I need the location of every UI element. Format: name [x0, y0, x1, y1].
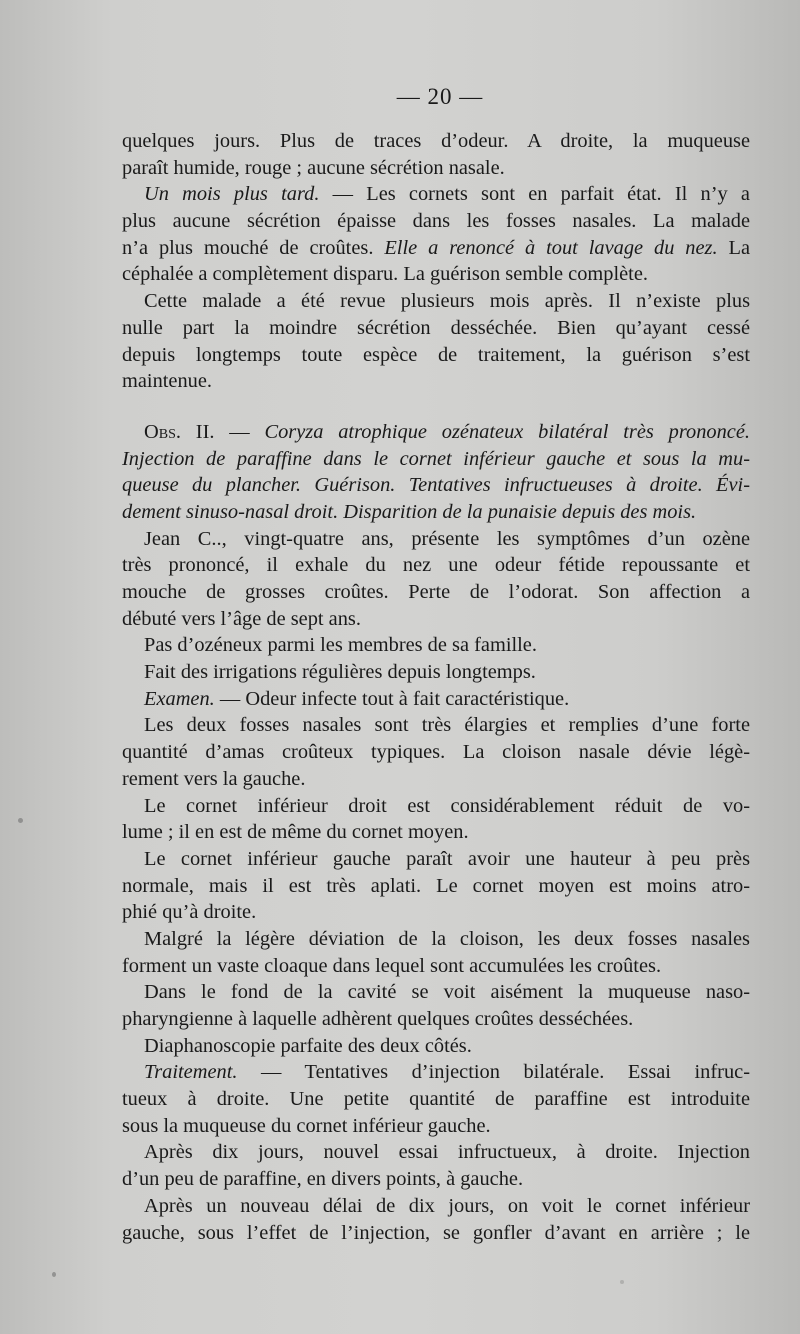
- text-run: La: [717, 236, 750, 259]
- text-line: [122, 1086, 750, 1113]
- italic-run: Examen.: [144, 687, 215, 710]
- text-run: Malgré la légère déviation de la cloison, les deux fosses nasales: [144, 927, 750, 950]
- text-line: [122, 288, 750, 315]
- text-run: Fait des irrigations régulières depuis longtemps.: [144, 661, 536, 684]
- italic-run: Traitement.: [144, 1061, 238, 1084]
- text-run: normale, mais il est très aplati. Le cornet moyen est moins atro-: [122, 874, 750, 897]
- text-run: — Tentatives d’injection bilatérale. Essai infruc-: [237, 1061, 750, 1084]
- text-run: — Les cornets sont en parfait état. Il n’y a: [319, 183, 750, 206]
- text-run: maintenue.: [122, 370, 213, 393]
- observation-label: Obs. II.: [144, 420, 215, 443]
- text-run: Le cornet inférieur gauche paraît avoir une hauteur à peu près: [144, 847, 750, 870]
- text-line: [122, 712, 750, 739]
- ink-spot: [52, 1272, 56, 1277]
- text-line: [122, 552, 750, 579]
- text-line: [122, 1193, 750, 1220]
- text-run: Les deux fosses nasales sont très élargies et remplies d’une forte: [144, 714, 750, 737]
- text-run: — Odeur infecte tout à fait caractéristique.: [214, 687, 570, 710]
- text-run: Après un nouveau délai de dix jours, on voit le cornet inférieur: [144, 1194, 750, 1217]
- text-run: Diaphanoscopie parfaite des deux côtés.: [144, 1034, 472, 1057]
- text-line: [122, 819, 750, 846]
- text-line: [122, 526, 750, 553]
- text-line: [122, 235, 750, 262]
- text-run: n’a plus mouché de croûtes.: [122, 236, 385, 259]
- text-line: [122, 1059, 750, 1086]
- text-run: Dans le fond de la cavité se voit aisément la muqueuse naso-: [144, 981, 750, 1004]
- text-line: [122, 342, 750, 369]
- italic-run: Injection de paraffine dans le cornet inférieur gauche et sous la mu-: [122, 447, 750, 470]
- text-run: rement vers la gauche.: [122, 767, 306, 790]
- paragraph-gap: [122, 395, 750, 419]
- text-line: [122, 315, 750, 342]
- text-line: [122, 979, 750, 1006]
- text-run: Jean C.., vingt-quatre ans, présente les symptômes d’un ozène: [144, 527, 750, 550]
- text-line: [122, 419, 750, 446]
- text-line: [122, 686, 750, 713]
- text-line: [122, 1006, 750, 1033]
- text-run: —: [214, 420, 265, 443]
- text-line: [122, 1220, 750, 1247]
- text-line: [122, 181, 750, 208]
- text-line: [122, 1166, 750, 1193]
- text-line: [122, 208, 750, 235]
- text-run: mouche de grosses croûtes. Perte de l’odorat. Son affection a: [122, 581, 750, 603]
- text-run: Pas d’ozéneux parmi les membres de sa famille.: [144, 634, 537, 657]
- text-run: sous la muqueuse du cornet inférieur gauche.: [122, 1114, 491, 1137]
- text-line: [122, 472, 750, 499]
- text-line: [122, 155, 750, 182]
- body-text: [122, 128, 750, 1246]
- text-line: [122, 1113, 750, 1140]
- ink-spot: [18, 818, 23, 823]
- text-line: [122, 446, 750, 473]
- text-run: nulle part la moindre sécrétion desséchée. Bien qu’ayant cessé: [122, 316, 750, 339]
- text-line: [122, 899, 750, 926]
- text-run: tueux à droite. Une petite quantité de paraffine est introduite: [122, 1088, 750, 1111]
- text-run: depuis longtemps toute espèce de traitement, la guérison s’est: [122, 343, 750, 366]
- text-run: plus aucune sécrétion épaisse dans les fosses nasales. La malade: [122, 210, 750, 233]
- text-line: [122, 766, 750, 793]
- text-run: lume ; il en est de même du cornet moyen.: [122, 821, 469, 844]
- text-line: [122, 632, 750, 659]
- text-line: [122, 846, 750, 873]
- text-run: Cette malade a été revue plusieurs mois après. Il n’existe plus: [144, 290, 750, 313]
- text-run: quelques jours. Plus de traces d’odeur. A droite, la muqueuse: [122, 130, 750, 152]
- text-line: [122, 368, 750, 395]
- text-line: [122, 739, 750, 766]
- text-line: [122, 499, 750, 526]
- text-run: très prononcé, il exhale du nez une odeur fétide repoussante et: [122, 554, 750, 577]
- text-line: [122, 261, 750, 288]
- text-run: pharyngienne à laquelle adhèrent quelques croûtes desséchées.: [122, 1008, 634, 1030]
- text-line: [122, 606, 750, 633]
- text-line: [122, 926, 750, 953]
- text-line: [122, 659, 750, 686]
- text-run: débuté vers l’âge de sept ans.: [122, 607, 361, 630]
- text-line: [122, 1139, 750, 1166]
- italic-run: Coryza atrophique ozénateux bilatéral très prononcé.: [264, 420, 750, 443]
- text-run: d’un peu de paraffine, en divers points, à gauche.: [122, 1168, 524, 1191]
- page-number: — 20 —: [396, 84, 484, 109]
- italic-run: queuse du plancher. Guérison. Tentatives infructueuses à droite. Évi-: [122, 474, 750, 497]
- text-run: céphalée a complètement disparu. La guérison semble complète.: [122, 263, 648, 286]
- italic-run: dement sinuso-nasal droit. Disparition de la punaisie depuis des mois.: [122, 500, 697, 523]
- text-run: Le cornet inférieur droit est considérablement réduit de vo-: [144, 794, 750, 817]
- ink-spot: [620, 1280, 624, 1284]
- text-run: paraît humide, rouge ; aucune sécrétion nasale.: [122, 156, 505, 179]
- text-line: [122, 953, 750, 980]
- text-line: [122, 873, 750, 900]
- text-run: gauche, sous l’effet de l’injection, se gonfler d’avant en arrière ; le: [122, 1221, 750, 1244]
- italic-run: Elle a renoncé à tout lavage du nez.: [384, 236, 718, 259]
- text-run: Après dix jours, nouvel essai infructueux, à droite. Injection: [144, 1141, 750, 1164]
- text-line: [122, 579, 750, 606]
- text-run: phié qu’à droite.: [122, 901, 257, 924]
- text-run: forment un vaste cloaque dans lequel sont accumulées les croûtes.: [122, 954, 662, 977]
- text-line: [122, 793, 750, 820]
- text-run: quantité d’amas croûteux typiques. La cloison nasale dévie légè-: [122, 741, 750, 764]
- italic-run: Un mois plus tard.: [144, 183, 320, 206]
- text-line: [122, 128, 750, 155]
- text-line: [122, 1033, 750, 1060]
